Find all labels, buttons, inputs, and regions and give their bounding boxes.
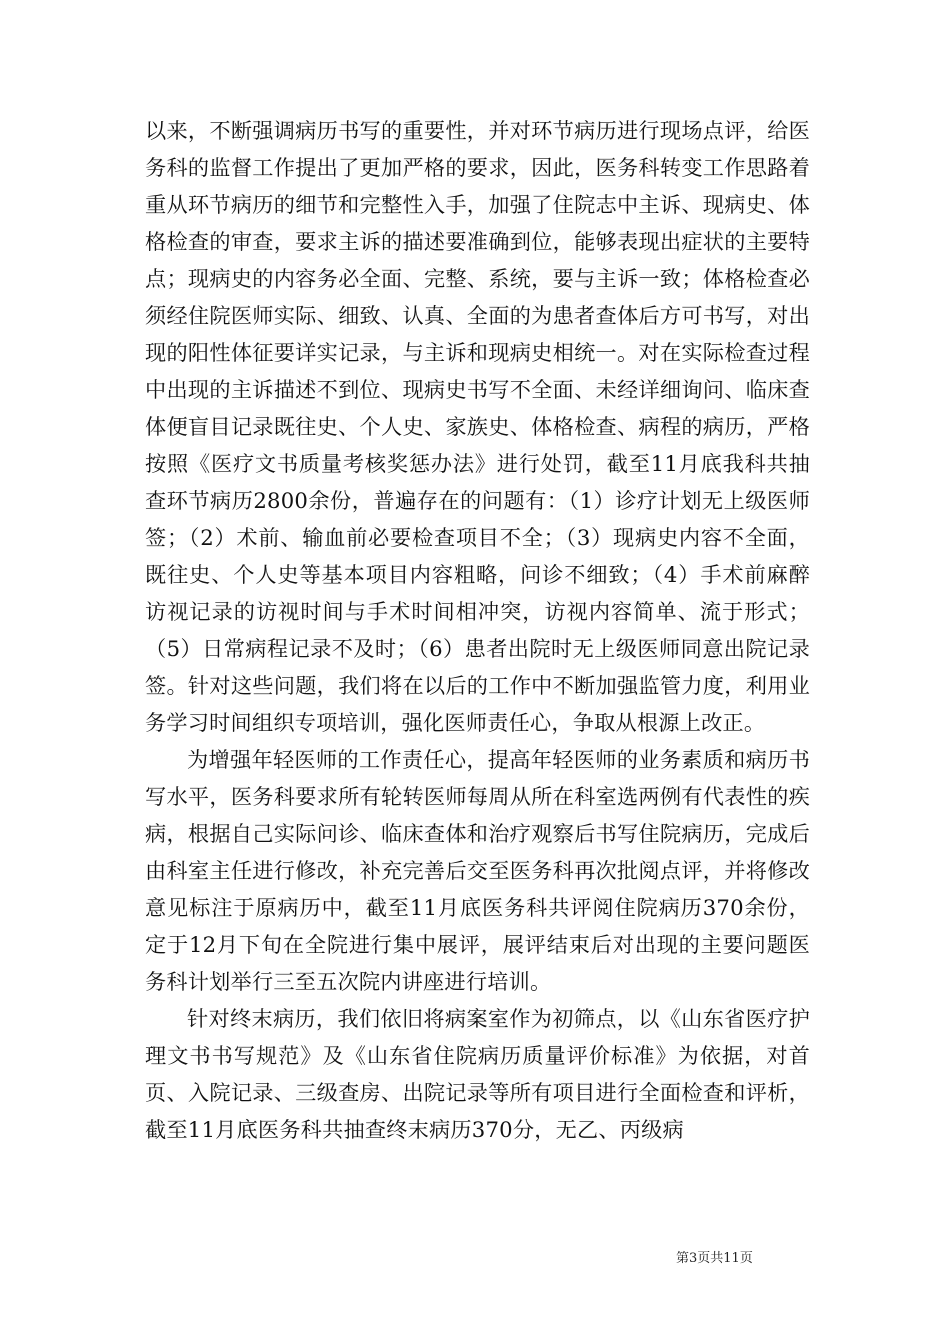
- body-text: [145, 112, 810, 1148]
- paragraph-1: 以来，不断强调病历书写的重要性，并对环节病历进行现场点评，给医务科的监督工作提出了更加严格的要求，因此，医务科转变工作思路着重从环节病历的细节和完整性入手，加强了住院志中主诉、现病史、体格检查的审查，要求主诉的描述要准确到位，能够表现出症状的主要特点；现病史的内容务必全面、完整、系统，要与主诉一致；体格检查必须经住院医师实际、细致、认真、全面的为患者查体后方可书写，对出现的阳性体征要详实记录，与主诉和现病史相统一。对在实际检查过程中出现的主诉描述不到位、现病史书写不全面、未经详细询问、临床查体便盲目记录既往史、个人史、家族史、体格检查、病程的病历，严格按照《医疗文书质量考核奖惩办法》进行处罚，截至11月底我科共抽查环节病历2800余份，普遍存在的问题有：（1）诊疗计划无上级医师签；（2）术前、输血前必要检查项目不全；（3）现病史内容不全面，既往史、个人史等基本项目内容粗略，问诊不细致；（4）手术前麻醉访视记录的访视时间与手术时间相冲突，访视内容简单、流于形式；（5）日常病程记录不及时；（6）患者出院时无上级医师同意出院记录签。针对这些问题，我们将在以后的工作中不断加强监管力度，利用业务学习时间组织专项培训，强化医师责任心，争取从根源上改正。: [145, 118, 810, 735]
- paragraph-3: 针对终末病历，我们依旧将病案室作为初筛点，以《山东省医疗护理文书书写规范》及《山东省住院病历质量评价标准》为依据，对首页、入院记录、三级查房、出院记录等所有项目进行全面检查和评析，截至11月底医务科共抽查终末病历370分，无乙、丙级病: [145, 1006, 810, 1142]
- paragraph-2: 为增强年轻医师的工作责任心，提高年轻医师的业务素质和病历书写水平，医务科要求所有轮转医师每周从所在科室选两例有代表性的疾病，根据自己实际问诊、临床查体和治疗观察后书写住院病历，完成后由科室主任进行修改，补充完善后交至医务科再次批阅点评，并将修改意见标注于原病历中，截至11月底医务科共评阅住院病历370余份，定于12月下旬在全院进行集中展评，展评结束后对出现的主要问题医务科计划举行三至五次院内讲座进行培训。: [145, 747, 810, 994]
- page-number-footer: 第3页共11页: [676, 1251, 753, 1266]
